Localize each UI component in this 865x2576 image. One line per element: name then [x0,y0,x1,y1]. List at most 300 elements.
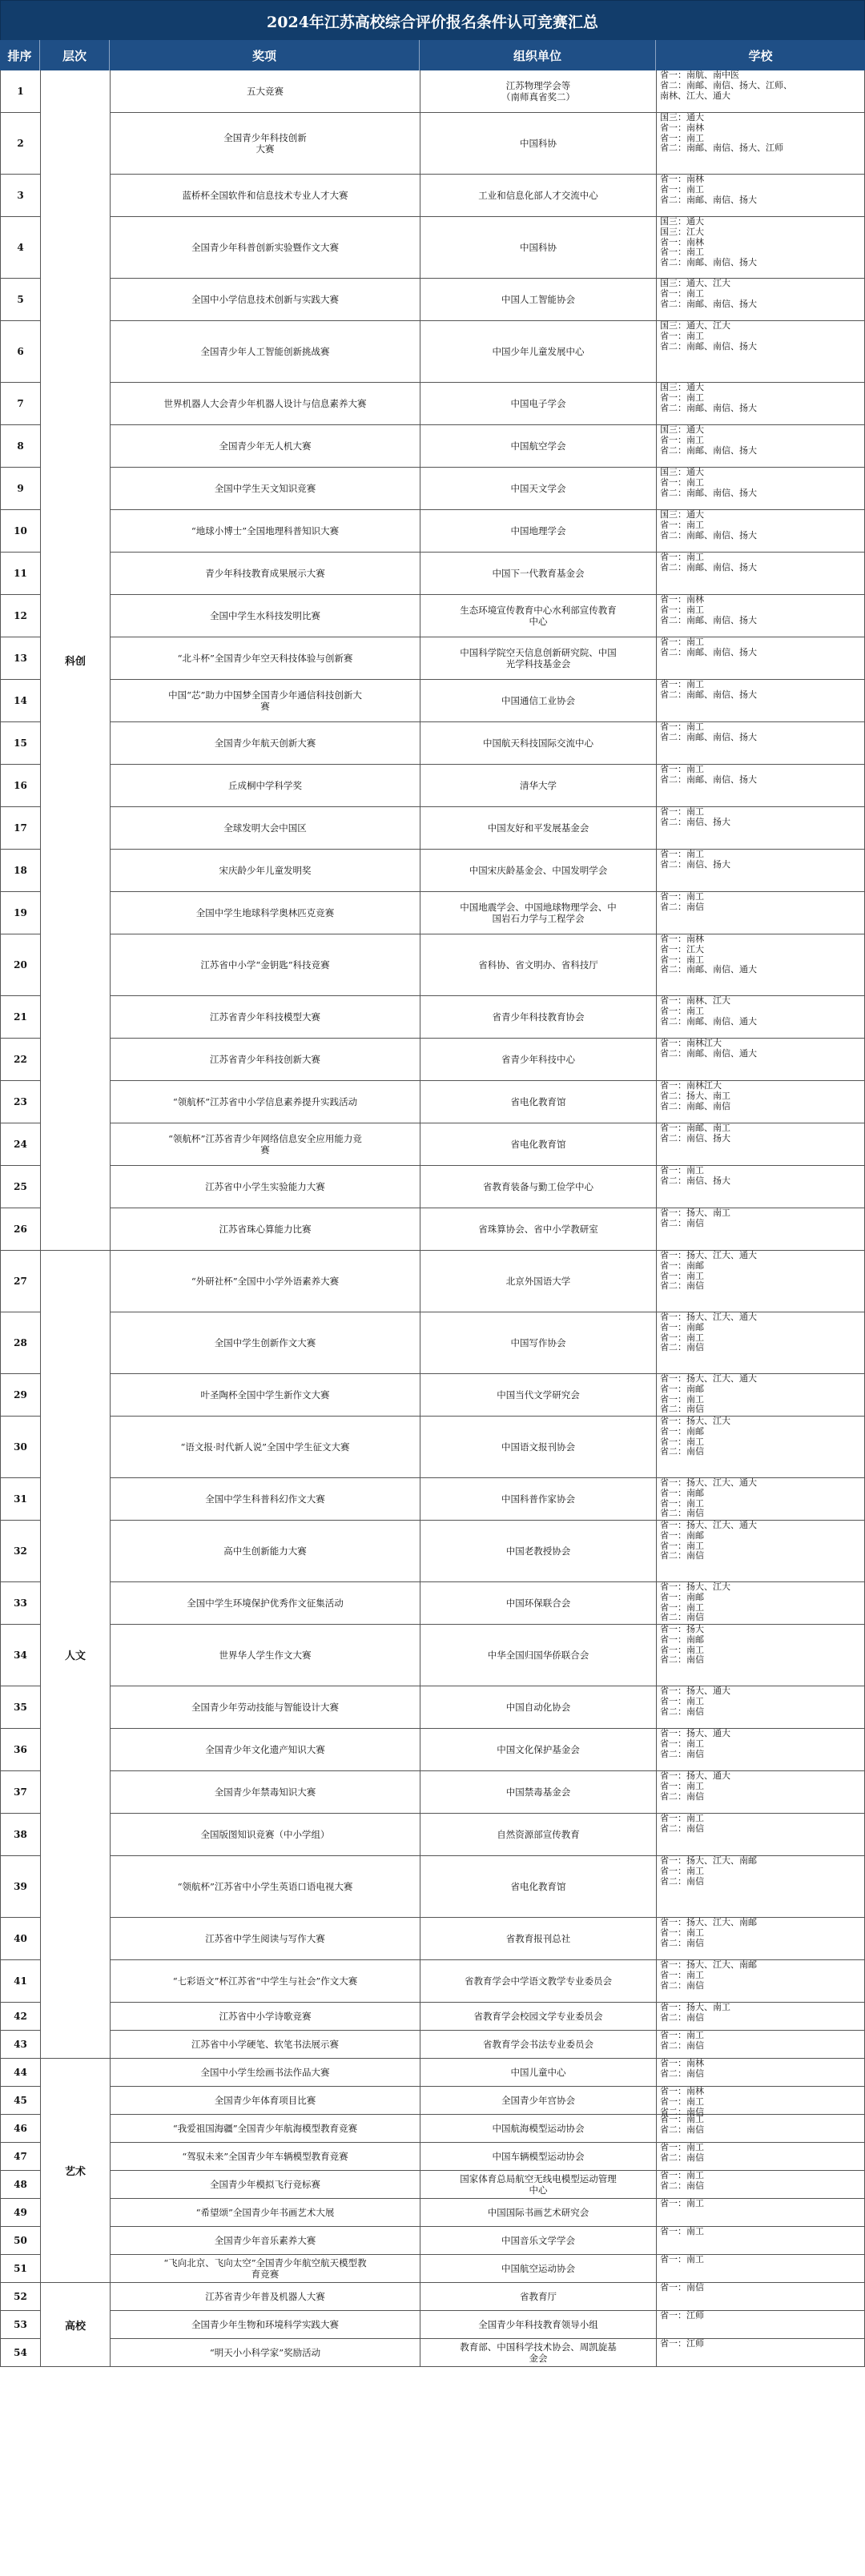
award-name: 江苏省中小学硬笔、软笔书法展示赛 [110,2031,420,2058]
school-line: 省一：南工 [660,247,704,258]
organizer: 中国科学院空天信息创新研究院、中国 光学科技基金会 [420,637,656,679]
table-row [0,1208,865,1251]
school-line: 省一：南航、南中医 [660,70,739,80]
award-name: “地球小博士”全国地理科普知识大赛 [110,510,420,552]
row-number: 37 [0,1771,40,1813]
table-row [0,807,865,850]
school-line: 省一：南工 [660,1332,704,1343]
header-rank: 排序 [0,40,40,70]
school-list [656,2283,865,2310]
organizer: 中国宋庆龄基金会、中国发明学会 [420,850,656,891]
table-row [0,1771,865,1814]
table-row [0,934,865,996]
school-line: 省二：南信 [660,2152,704,2163]
school-line: 省一：南邮 [660,1321,704,1332]
school-line: 省一：南邮 [660,1383,704,1394]
school-list [656,1417,865,1477]
school-line: 省二：南信、扬大 [660,1132,730,1143]
school-line: 省二：南邮、南信、通大 [660,1047,757,1059]
school-line: 省一：南林 [660,174,704,184]
school-line: 省一：南林、江大 [660,995,730,1006]
row-number: 42 [0,2003,40,2030]
school-list [656,2171,865,2198]
table-row [0,637,865,680]
school-line: 南林、江大、通大 [660,90,730,101]
organizer: 中国环保联合会 [420,1582,656,1624]
school-list [656,70,865,112]
school-line: 省二：南信 [660,1446,704,1457]
school-list [656,425,865,467]
table-row [0,2339,865,2367]
school-line: 省二：南信 [660,2068,704,2079]
school-line: 省一：南邮 [660,1260,704,1271]
row-number: 12 [0,595,40,637]
school-line: 省一：南工 [660,1497,704,1509]
award-name: 高中生创新能力大赛 [110,1521,420,1581]
table-row [0,2031,865,2059]
school-list [656,1251,865,1312]
school-line: 省一：扬大、江大、通大 [660,1250,757,1260]
school-line: 省二：南信 [660,1822,704,1834]
table-row [0,1166,865,1208]
award-name: 丘成桐中学科学奖 [110,765,420,806]
row-number: 48 [0,2171,40,2198]
organizer: 北京外国语大学 [420,1251,656,1312]
school-line: 省二：南信、扬大 [660,816,730,827]
school-list [656,510,865,552]
award-name: 全国青少年音乐素养大赛 [110,2227,420,2254]
school-line: 省一：南工 [660,679,704,689]
award-name: 全国中学生创新作文大赛 [110,1312,420,1373]
organizer: 省珠算协会、省中小学教研室 [420,1208,656,1250]
award-name: 全国青少年航天创新大赛 [110,722,420,764]
award-name: 江苏省中小学诗歌竞赛 [110,2003,420,2030]
row-number: 1 [0,70,40,112]
school-list [656,2227,865,2254]
table-row [0,765,865,807]
school-line: 省二：南邮、南信、扬大、江师、 [660,79,792,90]
table-row [0,996,865,1039]
award-name: “七彩语文”杯江苏省“中学生与社会”作文大赛 [110,1960,420,2002]
award-name: 江苏省青少年科技创新大赛 [110,1039,420,1080]
organizer: 中国航空学会 [420,425,656,467]
award-name: 江苏省青少年科技模型大赛 [110,996,420,1038]
school-list [656,1039,865,1080]
school-line: 省二：南信 [660,1217,704,1228]
school-list [656,1478,865,1520]
school-list [656,113,865,174]
school-line: 省二：南邮、南信、扬大、江师 [660,143,783,154]
school-line: 省二：南信 [660,1979,704,1991]
award-name: 五大竞赛 [110,70,420,112]
row-number: 49 [0,2199,40,2226]
school-line: 国三：通大、江大 [660,278,730,288]
table-row [0,279,865,321]
school-line: 省一：南工 [660,1927,704,1938]
school-list [656,2255,865,2282]
school-line: 省二：南信 [660,1654,704,1666]
header-organizer: 组织单位 [420,40,656,70]
organizer: 全国青少年科技教育领导小组 [420,2311,656,2338]
school-list [656,807,865,849]
organizer: 中国通信工业协会 [420,680,656,721]
award-name: 江苏省青少年普及机器人大赛 [110,2283,420,2310]
organizer: 中国航海模型运动协会 [420,2115,656,2142]
row-number: 44 [0,2059,40,2086]
school-line: 省一：南工 [660,2198,704,2208]
table-row [0,2283,865,2311]
table-row [0,425,865,468]
school-line: 省一：南工 [660,1813,704,1823]
school-line: 省二：南邮、南信、通大 [660,964,757,975]
school-line: 省一：扬大、南工 [660,1208,730,1218]
school-line: 省二：南邮、南信 [660,1100,730,1111]
school-list [656,765,865,806]
school-list [656,1729,865,1770]
table-row [0,1918,865,1960]
award-name: 全国青少年科普创新实验暨作文大赛 [110,217,420,278]
award-name: 江苏省中小学“金钥匙”科技竞赛 [110,934,420,995]
school-line: 省一：南林 [660,236,704,247]
school-line: 省一：南邮 [660,1425,704,1437]
school-line: 省一：南工 [660,1540,704,1551]
table-row [0,553,865,595]
school-line: 省一：扬大、江大、通大 [660,1520,757,1530]
school-line: 国三：通大 [660,382,704,392]
school-line: 省二：南信 [660,2180,704,2191]
school-list [656,175,865,216]
school-line: 省一：南林 [660,122,704,133]
school-list [656,595,865,637]
school-line: 省一：南工 [660,2254,704,2265]
organizer: 自然资源部宣传教育 [420,1814,656,1855]
row-number: 10 [0,510,40,552]
school-line: 省二：南信 [660,1937,704,1948]
organizer: 中国文化保护基金会 [420,1729,656,1770]
page-title: 2024年江苏高校综合评价报名条件认可竞赛汇总 [0,0,865,42]
row-number: 21 [0,996,40,1038]
organizer: 教育部、中国科学技术协会、周凯旋基 金会 [420,2339,656,2366]
award-name: 全国青少年劳动技能与智能设计大赛 [110,1686,420,1728]
organizer: 中国地震学会、中国地球物理学会、中 国岩石力学与工程学会 [420,892,656,934]
school-line: 省一：扬大 [660,1624,704,1634]
organizer: 中国下一代教育基金会 [420,553,656,594]
organizer: 省电化教育馆 [420,1856,656,1917]
table-row [0,383,865,425]
table-row [0,892,865,934]
school-list [656,1582,865,1624]
organizer: 中国语文报刊协会 [420,1417,656,1477]
school-list [656,1166,865,1208]
table-row [0,1123,865,1166]
school-line: 省二：南信 [660,1790,704,1802]
row-number: 24 [0,1123,40,1165]
school-list [656,1625,865,1686]
school-list [656,1123,865,1165]
school-line: 省一：南工 [660,891,704,902]
category-cell: 高校 [40,2283,110,2367]
award-name: “明天小小科学家”奖励活动 [110,2339,420,2366]
table-row [0,1960,865,2003]
award-name: “驾驭未来”全国青少年车辆模型教育竞赛 [110,2143,420,2170]
school-list [656,2031,865,2058]
row-number: 41 [0,1960,40,2002]
school-list [656,1960,865,2002]
organizer: 中国禁毒基金会 [420,1771,656,1813]
table-row [0,680,865,722]
organizer: 工业和信息化部人才交流中心 [420,175,656,216]
table-row [0,722,865,765]
school-list [656,1312,865,1373]
organizer: 省教育学会中学语文教学专业委员会 [420,1960,656,2002]
organizer: 中国老教授协会 [420,1521,656,1581]
school-line: 省二：南信 [660,1508,704,1519]
award-name: 全球发明大会中国区 [110,807,420,849]
organizer: 生态环境宣传教育中心水利部宣传教育 中心 [420,595,656,637]
school-line: 省一：南工 [660,2030,704,2040]
school-line: 省一：扬大、江大 [660,1416,730,1426]
school-list [656,1208,865,1250]
school-list [656,2059,865,2086]
row-number: 18 [0,850,40,891]
award-name: “北斗杯”全国青少年空天科技体验与创新赛 [110,637,420,679]
school-list [656,553,865,594]
organizer: 江苏物理学会等 （南师真省奖二） [420,70,656,112]
row-number: 8 [0,425,40,467]
school-line: 省二：南邮、南信、扬大 [660,614,757,625]
row-number: 6 [0,321,40,382]
school-line: 省一：南工 [660,721,704,732]
school-line: 省一：南工 [660,2096,704,2107]
table-row [0,1312,865,1374]
award-name: 宋庆龄少年儿童发明奖 [110,850,420,891]
table-row [0,1251,865,1312]
row-number: 9 [0,468,40,509]
table-row [0,217,865,279]
school-line: 省二：南邮、南信、扬大 [660,257,757,268]
table-row [0,321,865,383]
school-line: 省一：南邮 [660,1634,704,1645]
table-row [0,1478,865,1521]
school-line: 国三：通大、江大 [660,320,730,331]
school-list [656,1814,865,1855]
row-number: 33 [0,1582,40,1624]
table-row [0,1729,865,1771]
table-row [0,1625,865,1686]
school-list [656,1081,865,1123]
school-line: 省一：南工 [660,1005,704,1016]
school-line: 省一：扬大、江大、通大 [660,1373,757,1384]
school-list [656,1686,865,1728]
school-line: 省二：南信 [660,901,704,912]
table-row [0,2115,865,2143]
table-row [0,70,865,113]
school-line: 省一：扬大、江大、南邮 [660,1917,757,1927]
organizer: 中国航天科技国际交流中心 [420,722,656,764]
row-number: 22 [0,1039,40,1080]
table-row [0,2143,865,2171]
school-line: 省一：南工 [660,476,704,488]
school-line: 省一：南林 [660,2086,704,2096]
school-line: 省一：南工 [660,1865,704,1876]
award-name: “领航杯”江苏省青少年网络信息安全应用能力竞 赛 [110,1123,420,1165]
table-row [0,2171,865,2199]
school-line: 省二：南信 [660,1875,704,1887]
organizer: 中国车辆模型运动协会 [420,2143,656,2170]
school-list [656,2003,865,2030]
school-list [656,2339,865,2366]
table-row [0,1582,865,1625]
school-line: 省一：南工 [660,1436,704,1447]
school-line: 国三：江大 [660,226,704,237]
organizer: 省电化教育馆 [420,1123,656,1165]
award-name: “我爱祖国海疆”全国青少年航海模型教育竞赛 [110,2115,420,2142]
row-number: 39 [0,1856,40,1917]
organizer: 省青少年科技中心 [420,1039,656,1080]
award-name: 全国青少年生物和环境科学实践大赛 [110,2311,420,2338]
school-line: 省一：南林 [660,934,704,944]
table-row [0,1081,865,1123]
organizer: 中国科普作家协会 [420,1478,656,1520]
award-name: 叶圣陶杯全国中学生新作文大赛 [110,1374,420,1416]
row-number: 34 [0,1625,40,1686]
school-line: 省一：南工 [660,183,704,195]
row-number: 45 [0,2087,40,2114]
table-row [0,2199,865,2227]
school-line: 省二：南信 [660,1404,704,1415]
school-line: 省一：南工 [660,2114,704,2124]
school-list [656,722,865,764]
award-name: “语文报·时代新人说”全国中学生征文大赛 [110,1417,420,1477]
school-line: 省二：南信 [660,2040,704,2051]
school-line: 省一：江师 [660,2310,704,2321]
row-number: 3 [0,175,40,216]
organizer: 中国少年儿童发展中心 [420,321,656,382]
school-line: 省一：南工 [660,1695,704,1706]
school-line: 省一：南工 [660,330,704,341]
school-line: 省一：扬大、通大 [660,1770,730,1781]
award-name: “领航杯”江苏省中小学信息素养提升实践活动 [110,1081,420,1123]
award-name: 青少年科技教育成果展示大赛 [110,553,420,594]
row-number: 40 [0,1918,40,1959]
school-line: 省一：南信 [660,2282,704,2293]
school-line: 省二：南信 [660,1280,704,1292]
row-number: 36 [0,1729,40,1770]
row-number: 51 [0,2255,40,2282]
school-line: 省一：南工 [660,1969,704,1980]
school-list [656,217,865,278]
school-line: 省一：南工 [660,604,704,615]
school-line: 省一：扬大、江大、南邮 [660,1959,757,1970]
school-line: 省二：南信 [660,1342,704,1353]
school-line: 省二：南信 [660,1706,704,1717]
school-line: 省一：扬大、通大 [660,1686,730,1696]
award-name: 全国青少年体育项目比赛 [110,2087,420,2114]
row-number: 46 [0,2115,40,2142]
table-row [0,1686,865,1729]
organizer: 省教育报刊总社 [420,1918,656,1959]
school-line: 省一：南林江大 [660,1038,722,1048]
school-line: 省二：南信 [660,2124,704,2135]
school-line: 省二：南邮、南信、扬大 [660,444,757,456]
award-name: 江苏省中学生阅读与写作大赛 [110,1918,420,1959]
school-line: 国三：通大 [660,509,704,520]
award-name: 全国中学生天文知识竞赛 [110,468,420,509]
award-name: 中国“芯”助力中国梦全国青少年通信科技创新大 赛 [110,680,420,721]
award-name: “领航杯”江苏省中小学生英语口语电视大赛 [110,1856,420,1917]
award-name: 全国中学生水科技发明比赛 [110,595,420,637]
school-list [656,2086,865,2117]
school-list [656,383,865,424]
organizer: 省电化教育馆 [420,1081,656,1123]
school-line: 省二：南信 [660,1612,704,1623]
school-list [656,1918,865,1959]
school-line: 省二：南邮、南信、扬大 [660,731,757,742]
school-line: 省一：南工 [660,519,704,530]
table-row [0,1856,865,1918]
award-name: 全国版图知识竞赛（中小学组） [110,1814,420,1855]
organizer: 中国航空运动协会 [420,2255,656,2282]
table-row [0,2227,865,2255]
organizer: 中国音乐文学学会 [420,2227,656,2254]
award-name: “外研社杯”全国中小学外语素养大赛 [110,1251,420,1312]
school-line: 省一：扬大、江大 [660,1581,730,1592]
school-line: 省二：南信 [660,1550,704,1561]
table-row [0,1374,865,1417]
award-name: 全国中学生地球科学奥林匹克竞赛 [110,892,420,934]
row-number: 31 [0,1478,40,1520]
award-name: 世界华人学生作文大赛 [110,1625,420,1686]
award-name: 全国青少年无人机大赛 [110,425,420,467]
award-name: 全国青少年模拟飞行竞标赛 [110,2171,420,2198]
row-number: 26 [0,1208,40,1250]
school-list [656,996,865,1038]
school-line: 省一：扬大、通大 [660,1728,730,1738]
organizer: 中国自动化协会 [420,1686,656,1728]
school-line: 省二：南信、扬大 [660,1175,730,1186]
award-name: 全国中学生科普科幻作文大赛 [110,1478,420,1520]
row-number: 43 [0,2031,40,2058]
award-name: 江苏省中小学生实验能力大赛 [110,1166,420,1208]
school-line: 省一：南工 [660,637,704,647]
organizer: 中国当代文学研究会 [420,1374,656,1416]
table-row [0,2003,865,2031]
school-list [656,1521,865,1581]
row-number: 20 [0,934,40,995]
organizer: 中华全国归国华侨联合会 [420,1625,656,1686]
school-line: 省一：南工 [660,1644,704,1655]
row-number: 52 [0,2283,40,2310]
table-row [0,1814,865,1856]
organizer: 清华大学 [420,765,656,806]
school-line: 省一：江师 [660,2338,704,2349]
school-line: 省二：南信 [660,1748,704,1759]
organizer: 国家体育总局航空无线电模型运动管理 中心 [420,2171,656,2198]
school-line: 省一：南林 [660,594,704,605]
school-line: 省一：江大 [660,943,704,954]
school-line: 省一：南工 [660,1780,704,1791]
school-line: 省二：南信 [660,2011,704,2023]
organizer: 中国国际书画艺术研究会 [420,2199,656,2226]
row-number: 7 [0,383,40,424]
school-line: 国三：通大 [660,112,704,123]
school-line: 省二：南邮、南信、扬大 [660,340,757,352]
school-line: 省二：南邮、南信、扬大 [660,689,757,700]
row-number: 28 [0,1312,40,1373]
school-list [656,680,865,721]
row-number: 30 [0,1417,40,1477]
school-line: 省一：南邮 [660,1487,704,1498]
